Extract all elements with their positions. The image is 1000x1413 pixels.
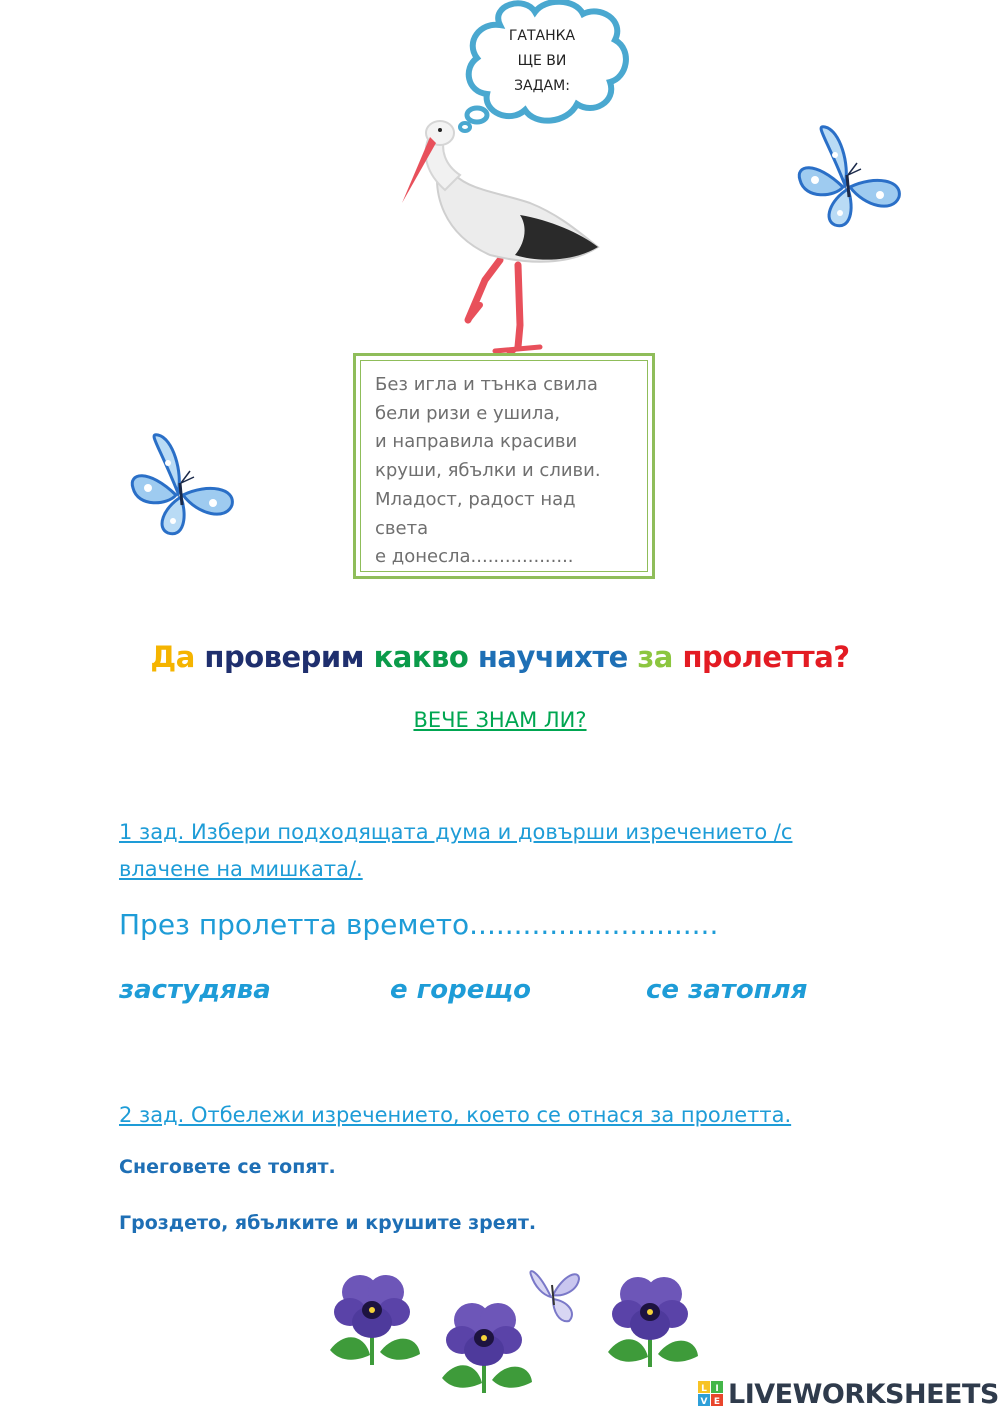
subtitle: ВЕЧЕ ЗНАМ ЛИ? [413,708,587,732]
task2-option[interactable]: Гроздето, ябълките и крушите зреят. [119,1212,537,1234]
cloud-text [487,24,597,99]
riddle-line: бели ризи е ушила, [375,402,561,424]
title-word: за [637,640,673,674]
page-title [0,640,1000,674]
task1-line: 1 зад. Избери подходящата дума и довърши изречението /с [119,820,793,844]
drag-choice[interactable]: застудява [119,975,271,1005]
riddle-line: Без игла и тънка свила [375,374,598,395]
butterfly-icon [795,125,905,235]
logo-letter: I [715,1384,719,1394]
butterfly-icon [128,433,238,543]
cloud-line: ГАТАНКА [508,28,576,44]
drag-choice[interactable]: се затопля [646,975,808,1005]
logo-mark-icon [698,1381,724,1407]
title-word: пролетта? [682,640,850,674]
stork-illustration [400,115,605,360]
riddle-line: света [375,517,429,539]
cloud-line: ЗАДАМ: [514,78,570,94]
drag-choice[interactable]: е горещо [390,975,531,1005]
task2-option[interactable]: Снеговете се топят. [119,1156,336,1178]
title-word: проверим [204,640,364,674]
task1-heading [119,814,839,888]
riddle-box [353,353,655,579]
riddle-line: е донесла.................. [375,546,574,568]
logo-letter: E [713,1397,721,1407]
title-word: какво [373,640,469,674]
title-word: Да [150,640,195,674]
butterfly-icon [523,1265,583,1327]
task1-line: влачене на мишката/. [119,857,363,881]
pansy-flower-icon [598,1272,708,1372]
riddle-line: Младост, радост над [375,488,576,510]
cloud-line: ЩЕ ВИ [517,53,567,69]
riddle-line: и направила красиви [375,431,578,453]
liveworksheets-logo [698,1377,999,1411]
title-word: научихте [477,640,628,674]
brand-name: LIVEWORKSHEETS [728,1378,999,1410]
logo-letter: V [700,1397,708,1407]
task1-sentence: През пролетта времето............................ [119,908,719,941]
pansy-flower-icon [320,1270,430,1370]
task2-heading: 2 зад. Отбележи изречението, което се отнася за пролетта. [119,1103,792,1127]
riddle-text [375,371,637,572]
riddle-line: круши, ябълки и сливи. [375,460,601,482]
logo-letter: L [701,1384,707,1394]
